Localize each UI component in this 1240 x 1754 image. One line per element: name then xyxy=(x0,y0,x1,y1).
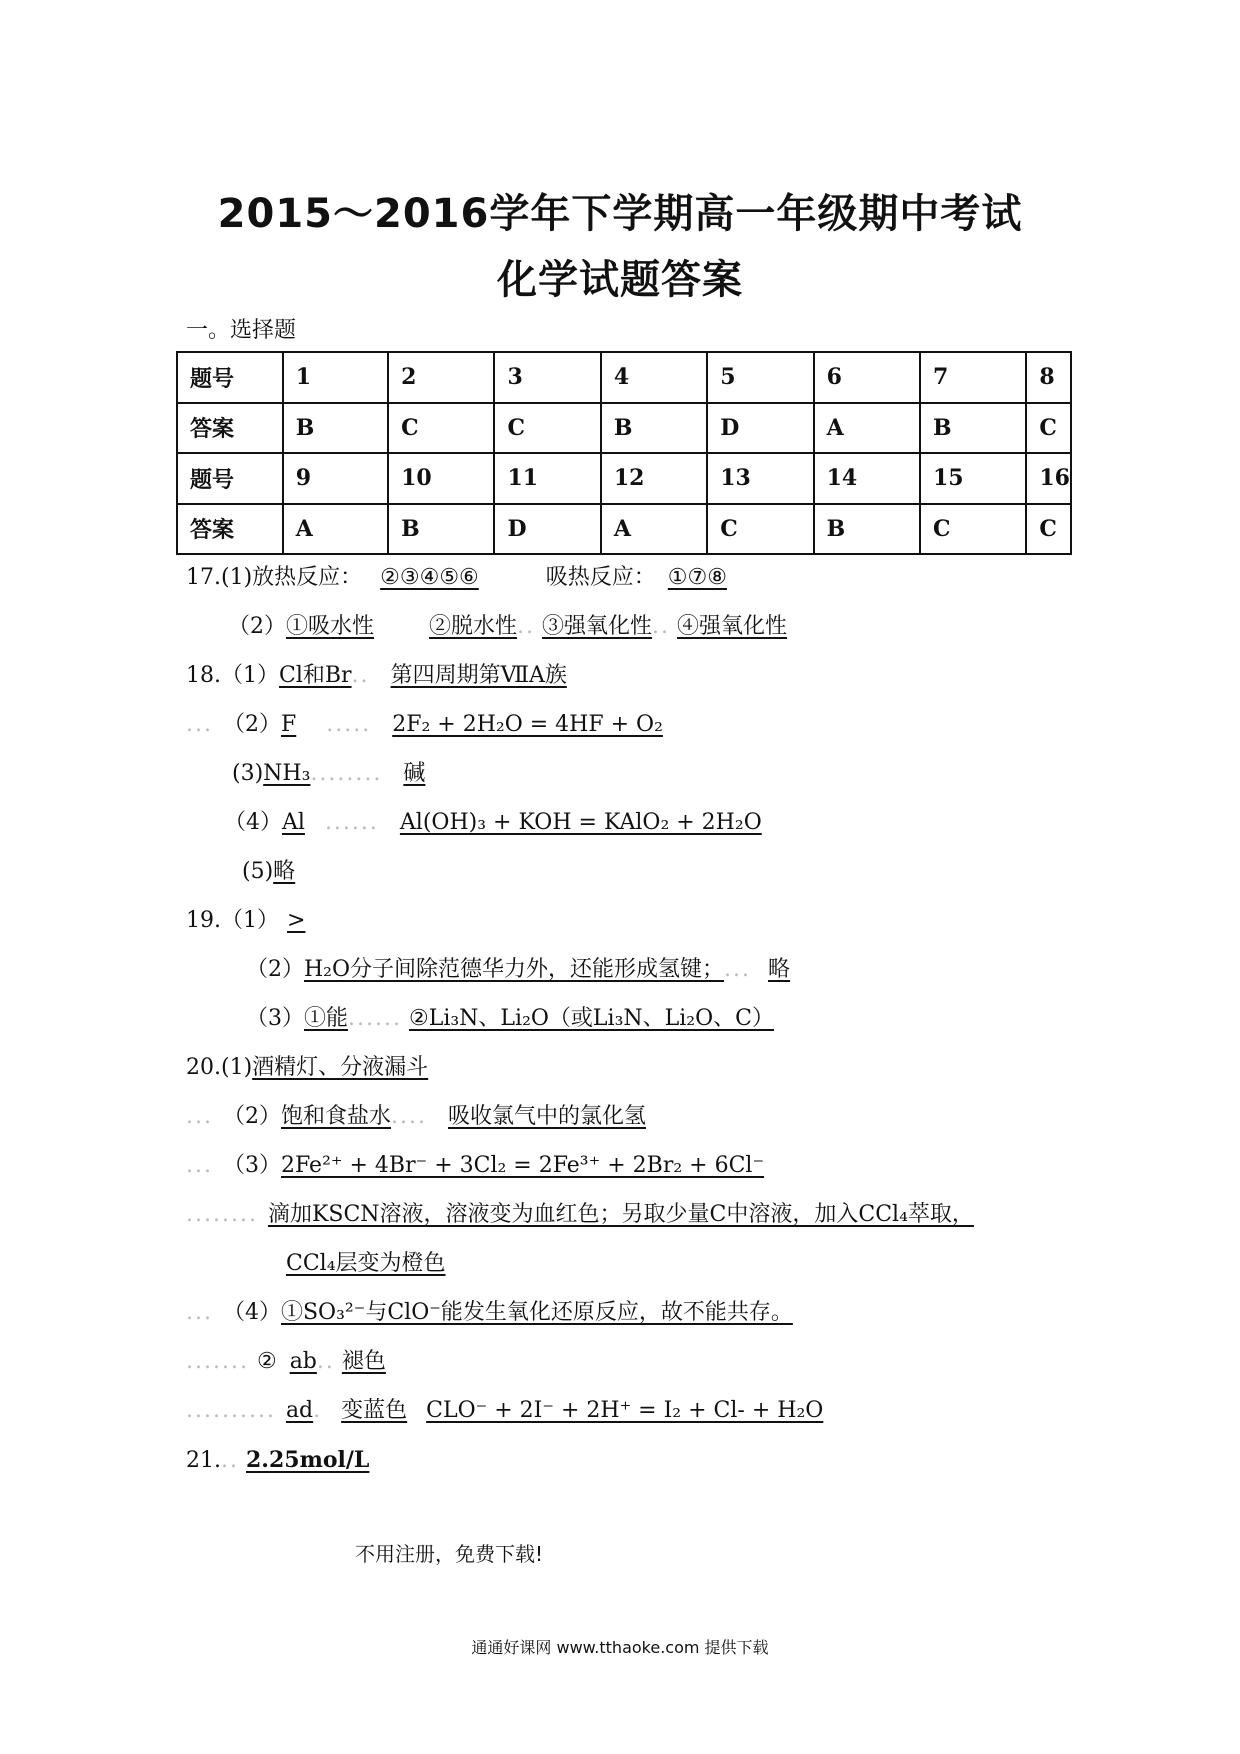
table-cell: 13 xyxy=(707,453,813,504)
q20-p2-b: 吸收氯气中的氯化氢 xyxy=(447,1104,646,1129)
q17-label: 17.(1)放热反应： xyxy=(186,565,363,590)
q17-line2: （2）①吸水性 ②脱水性.. ③强氧化性.. ④强氧化性 xyxy=(228,614,788,639)
q19-p2-b: 略 xyxy=(768,957,791,982)
q21-line: 21... 2.25mol/L xyxy=(186,1447,370,1473)
table-cell: D xyxy=(707,403,813,454)
q18-label: 18.（1） xyxy=(186,663,279,688)
q18-line3: (3)NH₃........ 碱 xyxy=(232,761,426,786)
table-cell: A xyxy=(283,504,388,555)
q19-p3-label: （3） xyxy=(246,1006,304,1031)
table-cell: 10 xyxy=(388,453,494,504)
table-cell: C xyxy=(388,403,494,454)
q20-p3-label: （3） xyxy=(222,1153,281,1178)
table-cell: 5 xyxy=(707,352,813,403)
q18-line2: ... （2）F ..... 2F₂ + 2H₂O = 4HF + O₂ xyxy=(186,712,663,737)
footer-site-link[interactable]: 通通好课网 www.tthaoke.com 提供下载 xyxy=(471,1638,769,1657)
table-row-header: 题号 xyxy=(177,352,283,403)
q17-p2-a: ①吸水性 xyxy=(286,614,375,639)
q20-p4-c: 褪色 xyxy=(341,1349,386,1374)
table-cell: 14 xyxy=(814,453,920,504)
table-cell: B xyxy=(601,403,707,454)
q18-p4-b: Al(OH)₃ + KOH = KAlO₂ + 2H₂O xyxy=(399,810,762,835)
table-row-header: 答案 xyxy=(177,504,283,555)
table-cell: 7 xyxy=(920,352,1026,403)
q18-p5-a: 略 xyxy=(273,859,296,884)
q19-line3: （3）①能...... ②Li₃N、Li₂O（或Li₃N、Li₂O、C） xyxy=(246,1004,784,1034)
q20-p1: 酒精灯、分液漏斗 xyxy=(252,1055,429,1080)
q21-answer: 2.25mol/L xyxy=(246,1447,370,1473)
table-cell: C xyxy=(920,504,1026,555)
table-row xyxy=(177,403,1071,454)
q20-p4-b: ab xyxy=(289,1349,317,1374)
q20-label: 20.(1) xyxy=(186,1055,253,1080)
table-row xyxy=(177,352,1071,403)
q20-line4: ........ 滴加KSCN溶液，溶液变为血红色；另取少量C中溶液，加入CCl₄萃取， xyxy=(186,1202,974,1227)
table-cell: 8 xyxy=(1026,352,1071,403)
table-cell: A xyxy=(601,504,707,555)
table-row xyxy=(177,504,1071,555)
q20-line2: ... （2）饱和食盐水.... 吸收氯气中的氯化氢 xyxy=(186,1104,646,1129)
table-row-header: 题号 xyxy=(177,453,283,504)
q18-p3-b: 碱 xyxy=(403,761,426,786)
q17-endo-label: 吸热反应： xyxy=(545,565,656,590)
table-row xyxy=(177,453,1071,504)
q19-label: 19.（1） xyxy=(186,908,279,933)
q17-exo-answer: ②③④⑤⑥ xyxy=(380,565,479,590)
q20-p4-f: CLO⁻ + 2I⁻ + 2H⁺ = I₂ + Cl- + H₂O xyxy=(426,1398,824,1423)
table-cell: 4 xyxy=(601,352,707,403)
q18-p5-label: (5) xyxy=(242,859,274,884)
q19-p3-b: ②Li₃N、Li₂O（或Li₃N、Li₂O、C） xyxy=(408,1006,774,1031)
q19-p2-a: H₂O分子间除范德华力外，还能形成氢键； xyxy=(304,957,725,982)
q18-p2-label: （2） xyxy=(222,712,281,737)
q20-p4-d: ad xyxy=(285,1398,314,1423)
q17-endo-answer: ①⑦⑧ xyxy=(667,565,727,590)
q20-p3-a: 2Fe²⁺ + 4Br⁻ + 3Cl₂ = 2Fe³⁺ + 2Br₂ + 6Cl⁻ xyxy=(280,1153,765,1178)
q20-p2-a: 饱和食盐水 xyxy=(280,1104,391,1129)
q17-p2-b: ②脱水性 xyxy=(429,614,518,639)
q17-p2-d: ④强氧化性 xyxy=(677,614,788,639)
table-cell: 1 xyxy=(283,352,388,403)
table-cell: B xyxy=(388,504,494,555)
q20-p4-b-label: ② xyxy=(256,1349,277,1374)
document-subtitle: 化学试题答案 xyxy=(497,257,743,303)
q18-line5 xyxy=(242,857,295,887)
q19-p2-label: （2） xyxy=(246,957,304,982)
answer-table xyxy=(176,351,1072,555)
q20-p4-label: （4） xyxy=(222,1300,281,1325)
q18-line4: （4）Al ...... Al(OH)₃ + KOH = KAlO₂ + 2H₂O xyxy=(224,810,762,835)
table-cell: 15 xyxy=(920,453,1026,504)
q19-p1: > xyxy=(287,908,306,933)
table-cell: 11 xyxy=(494,453,600,504)
q20-p3-c: CCl₄层变为橙色 xyxy=(286,1251,446,1276)
table-cell: B xyxy=(814,504,920,555)
q20-p3-b: 滴加KSCN溶液，溶液变为血红色；另取少量C中溶液，加入CCl₄萃取， xyxy=(267,1202,974,1227)
q18-line1: 18.（1）Cl和Br.. 第四周期第ⅦA族 xyxy=(186,663,567,688)
q20-line3: ... （3）2Fe²⁺ + 4Br⁻ + 3Cl₂ = 2Fe³⁺ + 2Br₂ + 6Cl⁻ xyxy=(186,1153,765,1178)
table-cell: A xyxy=(814,403,920,454)
table-cell: C xyxy=(1026,504,1071,555)
q19-p3-a: ①能 xyxy=(304,1006,349,1031)
q18-p3-label: (3) xyxy=(232,761,264,786)
q18-p1-a: Cl和Br xyxy=(279,663,352,688)
table-cell: 16 xyxy=(1026,453,1071,504)
q20-line7: ....... ② ab.. 褪色 xyxy=(186,1349,386,1374)
q20-line6: ... （4）①SO₃²⁻与ClO⁻能发生氧化还原反应，故不能共存。 xyxy=(186,1300,793,1325)
q20-line1 xyxy=(186,1053,428,1083)
q20-p4-a: ①SO₃²⁻与ClO⁻能发生氧化还原反应，故不能共存。 xyxy=(280,1300,793,1325)
q20-line5 xyxy=(286,1249,446,1279)
table-row-header: 答案 xyxy=(177,403,283,454)
q17-p2-label: （2） xyxy=(228,614,286,639)
footer-note: 不用注册，免费下载! xyxy=(355,1542,544,1566)
q18-p3-a: NH₃ xyxy=(263,761,311,786)
section-heading-multiple-choice: 一。选择题 xyxy=(186,318,297,343)
q20-p2-label: （2） xyxy=(222,1104,281,1129)
table-cell: 2 xyxy=(388,352,494,403)
table-cell: C xyxy=(494,403,600,454)
table-cell: B xyxy=(920,403,1026,454)
document-title: 2015～2016学年下学期高一年级期中考试 xyxy=(217,191,1023,237)
table-cell: D xyxy=(494,504,600,555)
q18-p2-b: 2F₂ + 2H₂O = 4HF + O₂ xyxy=(392,712,663,737)
q20-p4-e: 变蓝色 xyxy=(341,1398,408,1423)
table-cell: C xyxy=(707,504,813,555)
q18-p4-a: Al xyxy=(282,810,305,835)
q17-p2-c: ③强氧化性 xyxy=(542,614,653,639)
q18-p4-label: （4） xyxy=(224,810,282,835)
q20-line8: .......... ad. 变蓝色 CLO⁻ + 2I⁻ + 2H⁺ = I₂ + Cl- + H₂O xyxy=(186,1398,824,1423)
table-cell: 12 xyxy=(601,453,707,504)
q19-line2: （2）H₂O分子间除范德华力外，还能形成氢键；... 略 xyxy=(246,957,791,982)
table-cell: C xyxy=(1026,403,1071,454)
table-cell: 6 xyxy=(814,352,920,403)
table-cell: B xyxy=(283,403,388,454)
q17-line1 xyxy=(186,563,787,593)
table-cell: 9 xyxy=(283,453,388,504)
q19-line1 xyxy=(186,906,315,936)
q18-p2-a: F xyxy=(280,712,297,737)
table-cell: 3 xyxy=(494,352,600,403)
q21-label: 21. xyxy=(186,1448,221,1473)
q18-p1-b: 第四周期第ⅦA族 xyxy=(390,663,567,688)
